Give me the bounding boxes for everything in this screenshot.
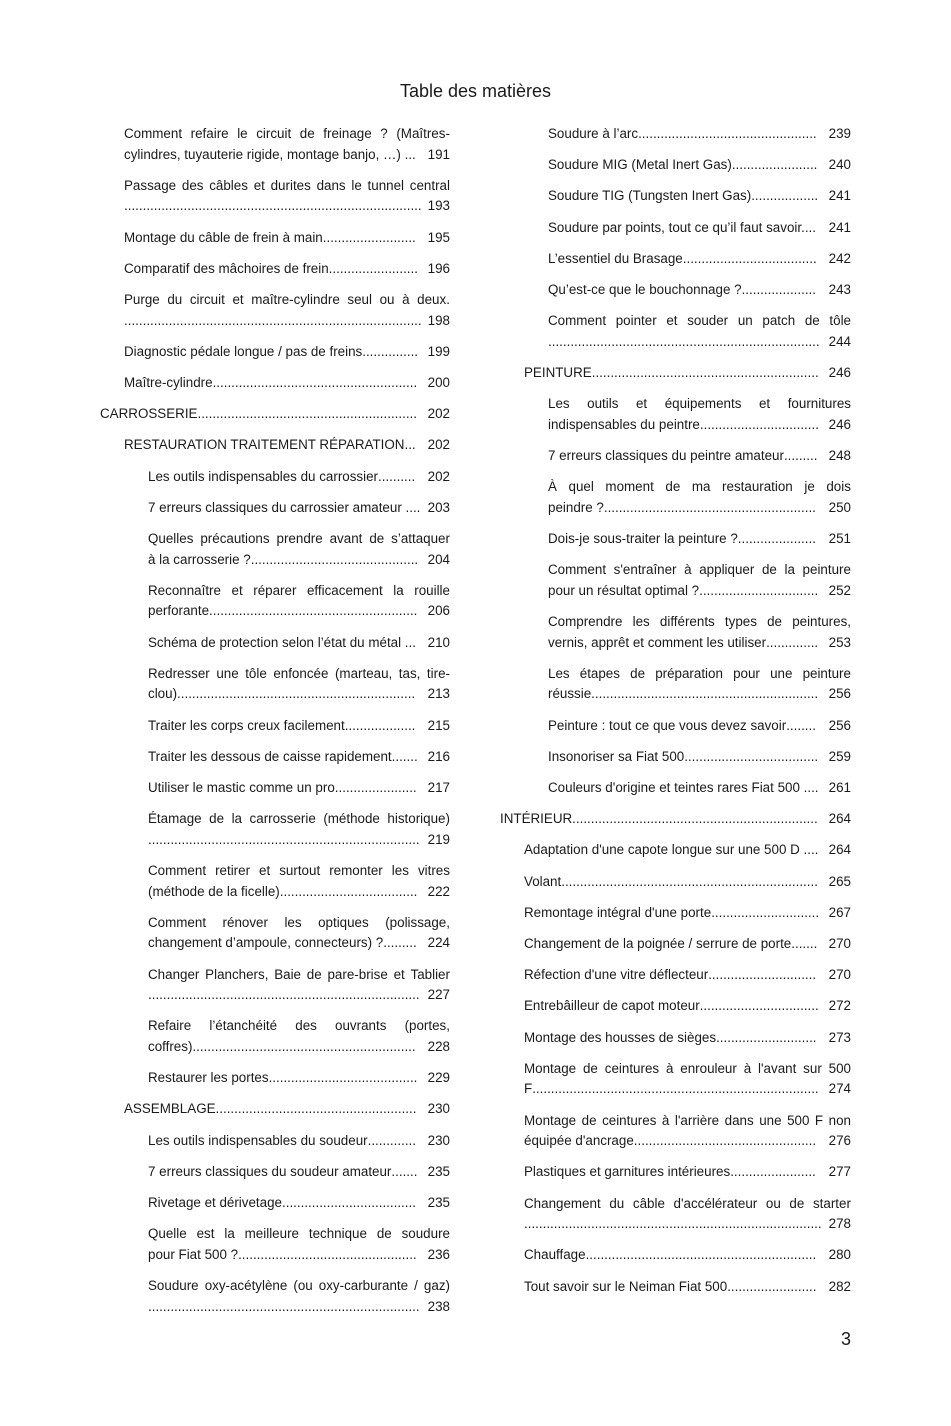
toc-entry[interactable] — [500, 664, 851, 705]
leader-dots: ................................ — [699, 416, 819, 432]
toc-entry-text: Soudure par points, tout ce qu’il faut savoir. — [548, 219, 805, 235]
toc-page-ref: 215 — [427, 717, 450, 733]
toc-entry-text: Changement du câble d'accélérateur ou de starter — [524, 1195, 851, 1211]
leader-dots: ...................................................... — [215, 1101, 417, 1117]
toc-entry-text: Quelles précautions prendre avant de s’attaquer — [148, 531, 450, 546]
toc-page-ref: 224 — [427, 935, 450, 951]
toc-entry-text: CARROSSERIE — [100, 406, 198, 422]
toc-entry-text: Insonoriser sa Fiat 500 — [548, 748, 685, 764]
toc-page-ref: 241 — [828, 219, 851, 235]
toc-entry[interactable] — [500, 1028, 851, 1049]
toc-page-ref: 216 — [427, 748, 450, 764]
toc-page-ref: 246 — [828, 416, 851, 432]
toc-entry-text: Étamage de la carrosserie (méthode historique) — [148, 811, 450, 827]
toc-entry[interactable] — [500, 394, 851, 435]
toc-entry-text: Comment pointer et souder un patch de tôle — [548, 313, 851, 329]
toc-page-ref: 230 — [427, 1132, 450, 1148]
toc-entry[interactable] — [500, 778, 851, 799]
toc-entry[interactable] — [100, 373, 450, 394]
toc-entry[interactable] — [500, 1162, 851, 1183]
toc-entry-text: Redresser une tôle enfoncée (marteau, tas, tire- — [148, 665, 450, 681]
leader-dots: ............................................................ — [192, 1038, 416, 1054]
toc-entry-text: RESTAURATION TRAITEMENT RÉPARATION — [124, 437, 405, 453]
toc-entry[interactable] — [100, 633, 450, 654]
leader-dots: ....... — [391, 748, 418, 764]
toc-page-ref: 236 — [427, 1246, 450, 1262]
leader-dots: ...................... — [334, 780, 417, 795]
toc-entry[interactable] — [500, 809, 851, 830]
toc-entry[interactable] — [100, 1068, 450, 1089]
toc-entry-text: Utiliser le mastic comme un pro — [148, 780, 335, 795]
toc-entry[interactable] — [500, 311, 851, 352]
toc-entry[interactable] — [100, 1131, 450, 1152]
leader-dots: ......................................................................... — [148, 987, 420, 1003]
toc-page-ref: 204 — [427, 551, 450, 567]
toc-entry-text: Schéma de protection selon l’état du métal . — [148, 634, 409, 650]
leader-dots: .................................... — [682, 250, 817, 266]
toc-entry-text: cylindres, tuyauterie rigide, montage banjo, …) . — [124, 146, 409, 162]
leader-dots: ............................................................. — [591, 686, 819, 702]
toc-entry[interactable] — [500, 186, 851, 207]
toc-entry-text: pour un résultat optimal ? — [548, 582, 700, 598]
leader-dots: ................................................. — [633, 1133, 817, 1149]
leader-dots: .. — [408, 146, 416, 162]
leader-dots: ................................................ — [638, 126, 817, 141]
toc-entry-text: L’essentiel du Brasage — [548, 250, 683, 266]
toc-page-ref: 228 — [427, 1038, 450, 1054]
toc-page-ref: 238 — [427, 1298, 450, 1314]
toc-entry[interactable] — [500, 716, 851, 737]
leader-dots: ............................................................. — [591, 365, 819, 380]
toc-page-ref: 248 — [828, 448, 851, 463]
toc-entry-text: Comparatif des mâchoires de frein — [124, 260, 329, 276]
toc-page-ref: 280 — [828, 1247, 851, 1263]
leader-dots: ......................................................................... — [148, 1298, 420, 1314]
toc-entry-text: Les outils indispensables du soudeur — [148, 1132, 368, 1148]
toc-page-ref: 241 — [828, 188, 851, 204]
toc-entry[interactable] — [100, 259, 450, 280]
toc-page-ref: 244 — [828, 333, 851, 349]
toc-entry-text: Maître-cylindre — [124, 375, 213, 390]
toc-page-ref: 210 — [427, 634, 450, 650]
toc-entry-text: Comprendre les différents types de peintures, — [548, 614, 851, 629]
toc-entry[interactable] — [500, 965, 851, 986]
toc-entry[interactable] — [500, 560, 851, 601]
toc-entry-text: PEINTURE — [524, 365, 592, 380]
leader-dots: ..................................................................... — [561, 873, 818, 889]
toc-page-ref: 199 — [427, 343, 450, 359]
leader-dots: ............................. — [711, 904, 820, 920]
toc-entry-text: perforante — [148, 603, 210, 619]
leader-dots: ......................... — [322, 229, 416, 245]
toc-entry-text: Montage des housses de sièges — [524, 1029, 717, 1045]
toc-entry-text: clou) — [148, 686, 178, 702]
leader-dots: ......... — [383, 935, 417, 951]
leader-dots: ................................ — [699, 998, 819, 1014]
toc-page-ref: 270 — [828, 936, 851, 951]
leader-dots: ......................................................................... — [548, 333, 820, 349]
toc-entry-text: Plastiques et garnitures intérieures — [524, 1164, 731, 1180]
page-title: Table des matières — [399, 81, 552, 101]
toc-page-ref: 200 — [427, 375, 450, 390]
leader-dots: ................................................................................ — [124, 198, 422, 214]
leader-dots: ..................... — [737, 531, 816, 546]
leader-dots: ........................ — [328, 260, 418, 276]
leader-dots: ................................................................ — [177, 686, 416, 702]
toc-entry[interactable] — [100, 965, 450, 1006]
toc-entry-text: Refaire l’étanchéité des ouvrants (portes, — [148, 1018, 450, 1034]
page-number: 3 — [840, 1329, 851, 1349]
toc-entry[interactable] — [500, 872, 851, 893]
toc-page-ref: 274 — [828, 1081, 851, 1097]
toc-entry[interactable] — [100, 913, 450, 954]
leader-dots: ....................... — [730, 1164, 816, 1180]
toc-entry-text: Comment s'entraîner à appliquer de la peinture — [548, 562, 851, 578]
toc-entry-text: coffres) — [148, 1038, 193, 1054]
toc-page-ref: 252 — [828, 582, 851, 598]
toc-page-ref: 198 — [427, 312, 450, 328]
toc-page-ref: 243 — [828, 282, 851, 297]
toc-entry-text: peindre ? — [548, 499, 604, 515]
toc-entry[interactable] — [100, 1016, 450, 1057]
toc-entry[interactable] — [100, 778, 450, 799]
toc-entry-text: Diagnostic pédale longue / pas de freins — [124, 343, 363, 359]
toc-page-ref: 272 — [828, 998, 851, 1014]
toc-entry-text: Remontage intégral d'une porte — [524, 904, 712, 920]
toc-entry-text: Restaurer les portes — [148, 1070, 269, 1086]
toc-entry[interactable] — [100, 747, 450, 768]
toc-page-ref: 202 — [427, 406, 450, 422]
toc-entry[interactable] — [100, 664, 450, 705]
toc-entry-text: INTÉRIEUR — [500, 811, 573, 827]
leader-dots: .......... — [378, 468, 416, 484]
toc-entry-text: Les outils indispensables du carrossier — [148, 468, 378, 484]
toc-page-ref: 242 — [828, 250, 851, 266]
toc-entry-text: indispensables du peintre — [548, 416, 700, 432]
leader-dots: .. — [412, 499, 421, 515]
toc-entry-text: 7 erreurs classiques du soudeur amateur — [148, 1163, 392, 1179]
toc-entry[interactable] — [100, 467, 450, 488]
leader-dots: .................. — [751, 188, 819, 204]
toc-entry-text: Rivetage et dérivetage — [148, 1195, 282, 1210]
leader-dots: .............. — [766, 634, 819, 650]
toc-entry-text: Les étapes de préparation pour une peinture — [548, 665, 851, 681]
toc-entry[interactable] — [500, 477, 851, 518]
toc-entry-text: Montage du câble de frein à main — [124, 229, 323, 245]
toc-entry-text: À quel moment de ma restauration je dois — [548, 479, 851, 495]
leader-dots: ............................. — [708, 967, 817, 983]
toc-entry[interactable] — [100, 1193, 450, 1214]
toc-entry-text: Couleurs d'origine et teintes rares Fiat 500 .. — [548, 780, 812, 795]
toc-entry[interactable] — [100, 290, 450, 331]
leader-dots: ....... — [391, 1163, 418, 1179]
toc-entry[interactable] — [100, 716, 450, 737]
leader-dots: ... — [807, 842, 819, 858]
leader-dots: ....... — [791, 936, 818, 951]
toc-entry-text: pour Fiat 500 ? — [148, 1246, 239, 1262]
toc-entry[interactable] — [100, 228, 450, 249]
toc-entry-text: Les outils et équipements et fournitures — [548, 396, 851, 412]
toc-entry[interactable] — [500, 1277, 851, 1298]
toc-page-ref: 265 — [828, 873, 851, 889]
toc-entry[interactable] — [100, 342, 450, 363]
toc-page-ref: 261 — [828, 780, 851, 795]
toc-page-ref: 256 — [828, 686, 851, 702]
leader-dots: ................... — [344, 717, 416, 733]
toc-page-ref: 278 — [828, 1216, 851, 1232]
leader-dots: ............................................. — [250, 551, 419, 567]
toc-entry[interactable] — [100, 861, 450, 902]
toc-page-ref: 259 — [828, 748, 851, 764]
toc-entry-text: Traiter les dessous de caisse rapidement — [148, 748, 392, 764]
toc-entry-text: Réfection d'une vitre déflecteur — [524, 967, 709, 983]
toc-entry-text: à la carrosserie ? — [148, 551, 251, 567]
toc-page-ref: 206 — [427, 603, 450, 619]
leader-dots: ....................... — [731, 157, 818, 173]
toc-entry[interactable] — [100, 529, 450, 570]
toc-page-ref: 222 — [427, 883, 450, 899]
toc-page-ref: 235 — [427, 1195, 450, 1210]
toc-entry[interactable] — [100, 435, 450, 456]
toc-entry-text: Changement de la poignée / serrure de porte — [524, 936, 792, 951]
toc-page-ref: 229 — [427, 1070, 450, 1086]
toc-page-ref: 230 — [427, 1101, 450, 1117]
toc-page-ref: 264 — [828, 811, 851, 827]
leader-dots: .................... — [741, 282, 816, 297]
toc-entry[interactable] — [500, 124, 851, 145]
leader-dots: ......................................................... — [603, 499, 816, 515]
toc-entry-text: Traiter les corps creux facilement — [148, 717, 345, 733]
toc-page-ref: 202 — [427, 468, 450, 484]
leader-dots: .................................... — [282, 1195, 416, 1210]
toc-entry-text: Tout savoir sur le Neiman Fiat 500 — [524, 1278, 728, 1294]
toc-entry-text: Purge du circuit et maître-cylindre seul ou à deux. — [124, 292, 450, 307]
toc-entry-text: Soudure oxy-acétylène (ou oxy-carburante / gaz) — [148, 1278, 450, 1293]
toc-page-ref: 277 — [828, 1164, 851, 1180]
toc-page-ref: 227 — [427, 987, 450, 1003]
toc-entry-text: Chauffage — [524, 1247, 586, 1263]
toc-entry-text: F — [524, 1081, 533, 1097]
toc-page-ref: 250 — [828, 499, 851, 515]
toc-entry-text: ASSEMBLAGE — [124, 1101, 216, 1117]
toc-page-ref: 193 — [427, 198, 450, 214]
leader-dots: .................................................................. — [572, 811, 818, 827]
toc-entry-text: réussie — [548, 686, 592, 702]
toc-entry-text: Montage de ceintures à l'arrière dans une 500 F non — [524, 1112, 851, 1128]
leader-dots: .. — [408, 634, 416, 650]
toc-entry[interactable] — [500, 1059, 851, 1100]
leader-dots: ........................................................... — [197, 406, 417, 422]
leader-dots: ................................ — [699, 582, 819, 598]
toc-entry[interactable] — [500, 747, 851, 768]
toc-page-ref: 217 — [427, 780, 450, 795]
toc-entry-text: Quelle est la meilleure technique de soudure — [148, 1226, 450, 1242]
toc-page-ref: 251 — [828, 531, 851, 546]
toc-entry-text: Soudure MIG (Metal Inert Gas) — [548, 157, 732, 173]
toc-page-ref: 195 — [427, 229, 450, 245]
toc-entry[interactable] — [100, 581, 450, 622]
toc-entry-text: Soudure TIG (Tungsten Inert Gas) — [548, 188, 752, 204]
toc-page-ref: 267 — [828, 904, 851, 920]
toc-entry[interactable] — [500, 903, 851, 924]
toc-entry-text: équipée d'ancrage — [524, 1133, 634, 1149]
toc-entry[interactable] — [500, 840, 851, 861]
toc-page-ref: 203 — [427, 499, 450, 515]
toc-entry[interactable] — [500, 155, 851, 176]
toc-entry[interactable] — [100, 498, 450, 519]
toc-entry-text: Dois-je sous-traiter la peinture ? — [548, 531, 738, 546]
toc-entry-text: (méthode de la ficelle) — [148, 883, 280, 899]
toc-page-ref: 282 — [828, 1278, 851, 1294]
leader-dots: ................................................................................ — [124, 312, 422, 328]
leader-dots: ......................................................................... — [148, 831, 420, 847]
leader-dots: ............... — [362, 343, 419, 359]
toc-page-ref: 196 — [427, 260, 450, 276]
toc-entry[interactable] — [100, 809, 450, 850]
leader-dots: ........ — [786, 717, 816, 733]
toc-entry-text: vernis, apprêt et comment les utiliser — [548, 634, 767, 650]
toc-entry-text: Peinture : tout ce que vous devez savoir — [548, 717, 787, 733]
toc-page-ref: 273 — [828, 1029, 851, 1045]
toc-entry-text: Entrebâilleur de capot moteur — [524, 998, 700, 1014]
toc-page-ref: 213 — [427, 686, 450, 702]
toc-page-ref: 240 — [828, 157, 851, 173]
toc-entry-text: Comment retirer et surtout remonter les vitres — [148, 863, 450, 878]
toc-page-ref: 270 — [828, 967, 851, 983]
leader-dots: ... — [804, 219, 816, 235]
toc-entry[interactable] — [100, 1276, 450, 1317]
leader-dots: .................................... — [684, 748, 819, 764]
toc-entry-text: Comment rénover les optiques (polissage, — [148, 914, 450, 930]
toc-page-ref: 253 — [828, 634, 851, 650]
toc-entry-text: Montage de ceintures à enrouleur à l'avant sur 500 — [524, 1060, 851, 1076]
leader-dots: ......... — [783, 448, 818, 463]
toc-entry-text: Qu’est-ce que le bouchonnage ? — [548, 282, 742, 297]
toc-page-ref: 235 — [427, 1163, 450, 1179]
toc-entry-text: Changer Planchers, Baie de pare-brise et Tablier — [148, 966, 450, 982]
leader-dots: ........................ — [727, 1278, 817, 1294]
toc-entry[interactable] — [500, 996, 851, 1017]
toc-page-ref: 264 — [828, 842, 851, 858]
toc-page-ref: 239 — [828, 126, 851, 141]
leader-dots: ..................................... — [279, 883, 418, 899]
leader-dots: ............. — [367, 1132, 416, 1148]
toc-entry[interactable] — [100, 176, 450, 217]
leader-dots: .. — [811, 780, 819, 795]
leader-dots: ................................................................................ — [524, 1216, 822, 1232]
leader-dots: ............................................................................. — [532, 1081, 819, 1097]
leader-dots: ................................................ — [238, 1246, 417, 1262]
toc-entry-text: changement d’ampoule, connecteurs) ? — [148, 935, 384, 951]
toc-entry-text: Comment refaire le circuit de freinage ? (Maîtres- — [124, 126, 450, 141]
toc-entry-text: Reconnaître et réparer efficacement la rouille — [148, 582, 450, 598]
toc-entry[interactable] — [100, 124, 450, 165]
toc-entry[interactable] — [100, 1162, 450, 1183]
toc-entry-text: Passage des câbles et durites dans le tunnel central — [124, 177, 450, 193]
toc-entry[interactable] — [500, 934, 851, 955]
toc-entry[interactable] — [100, 1224, 450, 1265]
toc-entry[interactable] — [500, 249, 851, 270]
toc-entry-text: Adaptation d'une capote longue sur une 500 D . — [524, 842, 808, 858]
toc-entry[interactable] — [500, 1245, 851, 1266]
toc-entry-text: 7 erreurs classiques du carrossier amateur .. — [148, 499, 413, 515]
toc-page-ref: 246 — [828, 365, 851, 380]
toc-page-ref: 219 — [427, 831, 450, 847]
toc-page-ref: 202 — [427, 437, 450, 453]
leader-dots: ... — [404, 437, 416, 453]
toc-entry-text: Volant — [524, 873, 562, 889]
leader-dots: ........................................................ — [209, 603, 418, 619]
toc-page-ref: 276 — [828, 1133, 851, 1149]
leader-dots: ........................................ — [268, 1070, 418, 1086]
toc-entry[interactable] — [500, 218, 851, 239]
toc-entry-text: 7 erreurs classiques du peintre amateur — [548, 448, 784, 463]
leader-dots: ........................... — [716, 1029, 817, 1045]
toc-page-ref: 191 — [427, 146, 450, 162]
toc-entry[interactable] — [500, 529, 851, 550]
leader-dots: .............................................................. — [585, 1247, 817, 1263]
toc-entry[interactable] — [500, 1194, 851, 1235]
leader-dots: ....................................................... — [212, 375, 418, 390]
toc-entry[interactable] — [500, 363, 851, 384]
toc-entry[interactable] — [100, 1099, 450, 1120]
toc-page-ref: 256 — [828, 717, 851, 733]
toc-entry[interactable] — [100, 404, 450, 425]
toc-entry-text: Soudure à l’arc — [548, 126, 639, 141]
toc-entry[interactable] — [500, 612, 851, 653]
toc-entry[interactable] — [500, 280, 851, 301]
toc-entry[interactable] — [500, 446, 851, 467]
toc-entry[interactable] — [500, 1111, 851, 1152]
